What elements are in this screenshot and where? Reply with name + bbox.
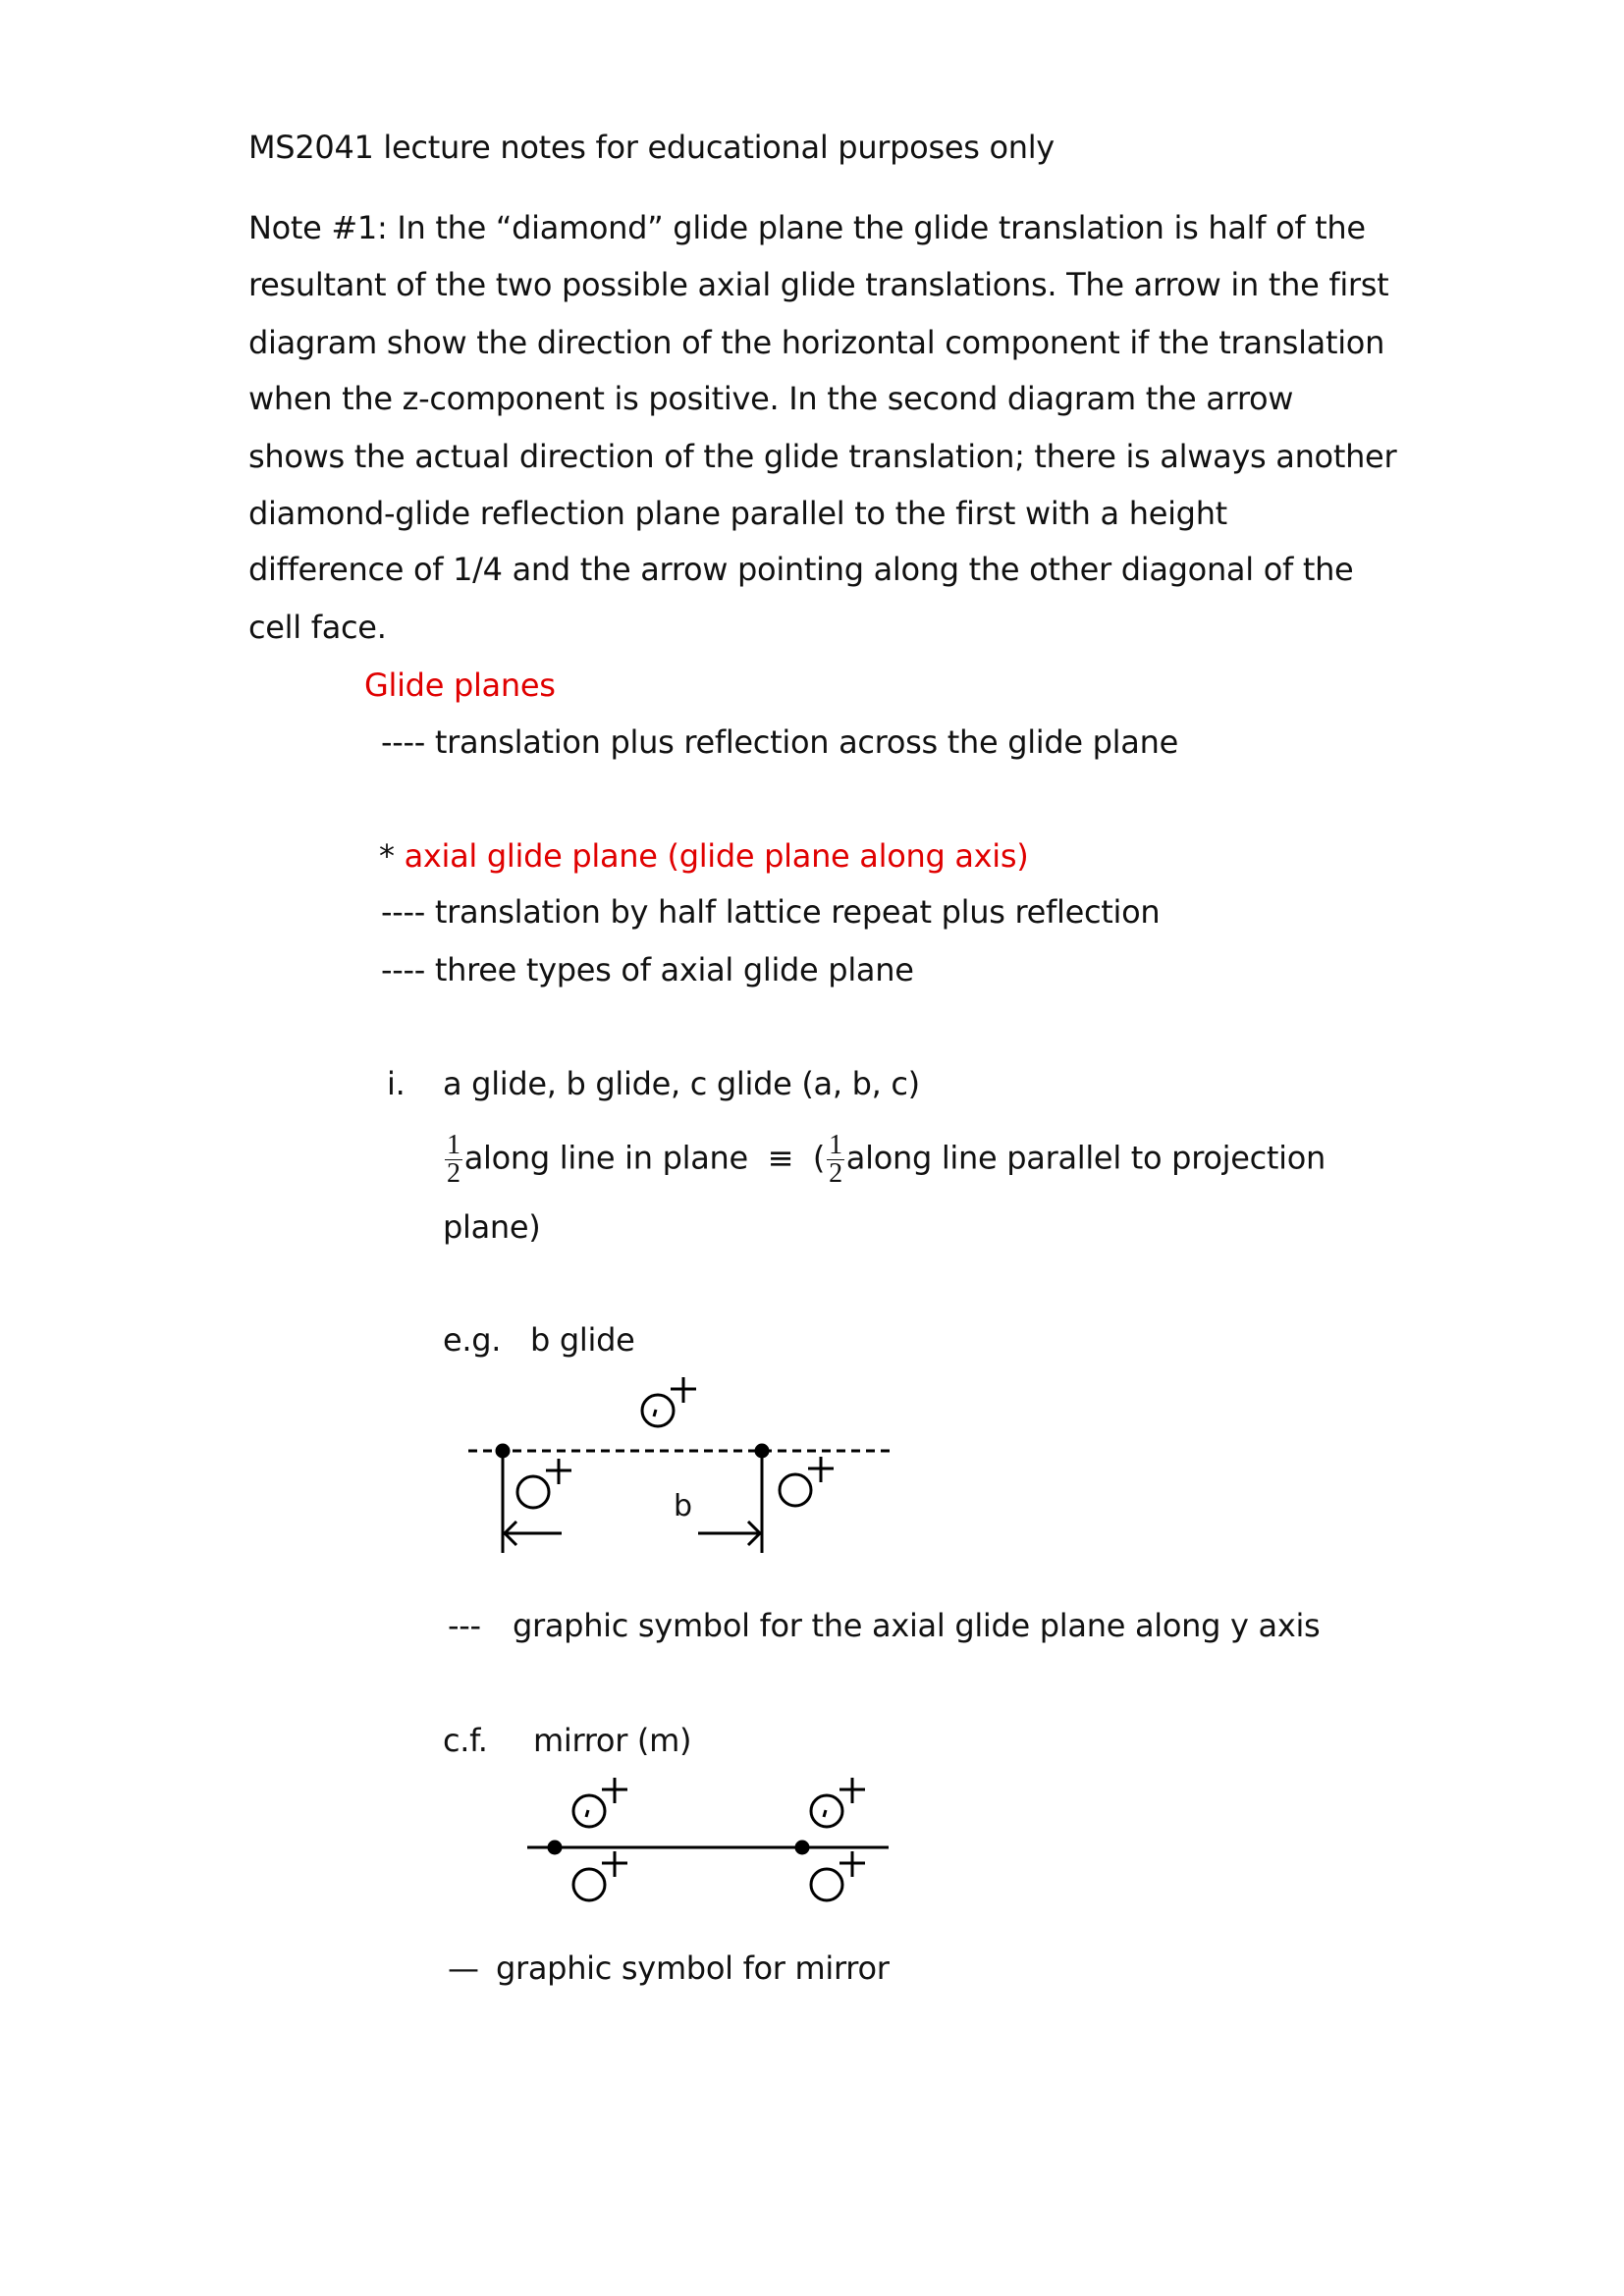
note-line: when the z-component is positive. In the second diagram the arrow (248, 380, 1294, 417)
plus-icon (671, 1377, 696, 1403)
arrow-left-icon (505, 1522, 562, 1545)
compare-label: c.f. (443, 1722, 488, 1759)
item-marker: i. (387, 1065, 406, 1102)
mirror-caption: graphic symbol for mirror (496, 1949, 890, 1987)
caption-dash: — (448, 1949, 479, 1987)
plus-icon (839, 1851, 865, 1877)
plus-icon (808, 1457, 834, 1482)
circle-atom (573, 1869, 605, 1900)
fraction-half: $\frac{1}{2}$ (829, 1130, 842, 1189)
axial-line-2: ---- three types of axial glide plane (381, 951, 914, 988)
fraction-text-2: along line parallel to projection (845, 1139, 1326, 1177)
comma-mark (586, 1810, 826, 1817)
plus-icon (839, 1778, 865, 1803)
note-line: diamond-glide reflection plane parallel to the first with a height (248, 495, 1227, 532)
note-line: shows the actual direction of the glide translation; there is always another (248, 438, 1397, 475)
page-header: MS2041 lecture notes for educational purposes only (248, 129, 1055, 166)
fraction-text-1: along line in plane ≡ ( (463, 1139, 826, 1177)
b-glide-caption: graphic symbol for the axial glide plane along y axis (513, 1607, 1321, 1644)
axial-heading: axial glide plane (glide plane along axis) (404, 837, 1029, 875)
glide-planes-heading: Glide planes (364, 667, 556, 704)
plus-icon (602, 1778, 627, 1803)
dot (549, 1842, 561, 1853)
note-line: difference of 1/4 and the arrow pointing along the other diagonal of the (248, 551, 1354, 588)
circle-atom (811, 1869, 842, 1900)
compare-name: mirror (m) (533, 1722, 692, 1759)
circle-atom (642, 1395, 674, 1426)
example-label: e.g. (443, 1321, 502, 1359)
glide-definition: ---- translation plus reflection across the glide plane (381, 723, 1178, 761)
diagram-label-b: b (674, 1489, 693, 1523)
plus-icon (602, 1851, 627, 1877)
example-name: b glide (530, 1321, 635, 1359)
item-title: a glide, b glide, c glide (a, b, c) (443, 1065, 920, 1102)
bullet: * (379, 837, 395, 875)
circle-atom (517, 1476, 549, 1508)
note-line: cell face. (248, 609, 387, 646)
caption-dash: --- (448, 1607, 481, 1644)
fraction-text-3: plane) (443, 1208, 541, 1246)
circle-atom (780, 1474, 811, 1506)
note-line: diagram show the direction of the horizontal component if the translation (248, 324, 1385, 361)
note-line: resultant of the two possible axial glide translations. The arrow in the first (248, 266, 1389, 303)
b-glide-diagram (468, 1377, 893, 1553)
plus-icon (546, 1459, 571, 1484)
axial-line-1: ---- translation by half lattice repeat plus reflection (381, 893, 1161, 931)
comma-mark (654, 1410, 656, 1416)
dot (796, 1842, 808, 1853)
note-line: Note #1: In the “diamond” glide plane the glide translation is half of the (248, 209, 1366, 246)
fraction-half: $\frac{1}{2}$ (447, 1130, 460, 1189)
mirror-diagram (527, 1778, 889, 1900)
arrow-right-icon (698, 1522, 760, 1545)
